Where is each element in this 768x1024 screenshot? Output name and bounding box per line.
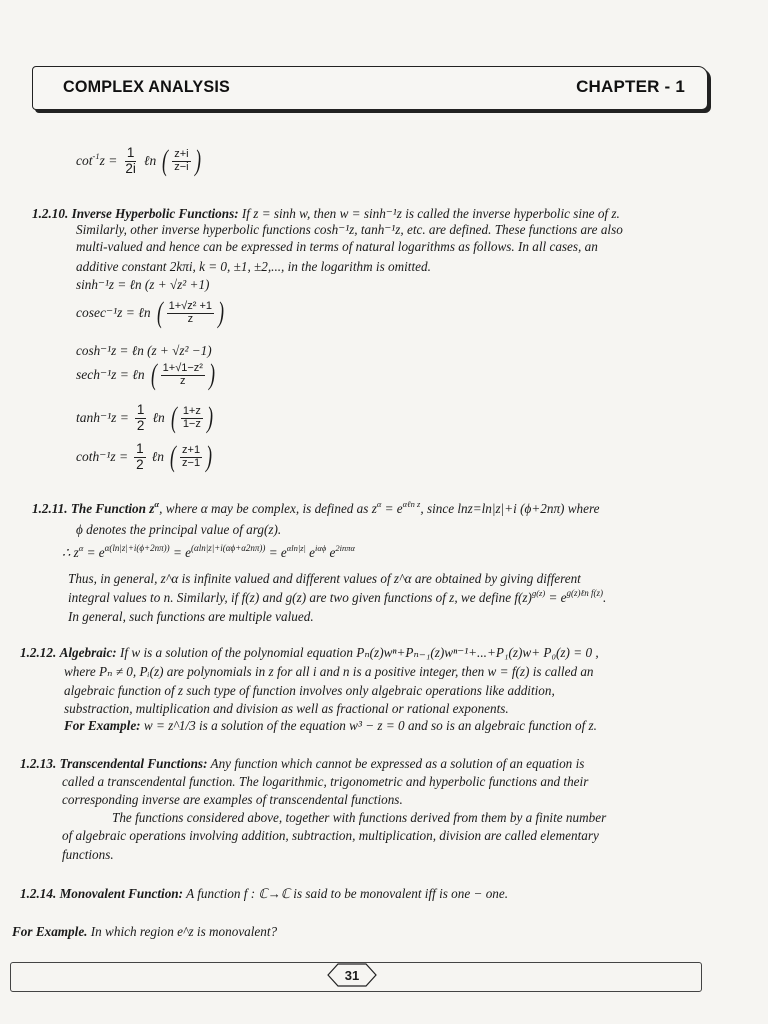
sec-1213-line2: called a transcendental function. The logarithmic, trigonometric and hyperbolic functions and their — [62, 774, 589, 789]
sec-1211-line4: Thus, in general, z^α is infinite valued and different values of z^α are obtained by giving different — [68, 571, 581, 586]
sec-1213-line6: functions. — [62, 847, 114, 862]
sec-1210-line4: additive constant 2kπi, k = 0, ±1, ±2,..., in the logarithm is omitted. — [76, 259, 431, 274]
sec-1212-line1: 1.2.12. Algebraic: If w is a solution of the polynomial equation Pₙ(z)wⁿ+Pₙ₋₁(z)wⁿ⁻¹+...+P₁(z)w+ P₀(z) = 0 , — [20, 645, 599, 660]
eq-inverse-cosec: cosec⁻¹z = ℓn ( $\frac{\text{1+√z² +1}}{z}$ ) — [76, 296, 224, 329]
sec-1211-line1: 1.2.11. The Function $z^\alpha$, where α may be complex, is defined as $z^\alpha = e^{\alpha\ell n z}$, since lnz=ln|z|+i (ϕ+2nπ) where — [32, 499, 600, 516]
sec-1210-line1: 1.2.10. Inverse Hyperbolic Functions: If z = sinh w, then w = sinh⁻¹z is called the inverse hyperbolic sine of z. — [32, 206, 620, 221]
eq-inverse-coth: coth⁻¹z = $\frac{1}{2}$ ℓn ( $\frac{z+1}{z-1}$ ) — [76, 440, 213, 473]
eq-inverse-cosh: cosh⁻¹z = ℓn (z + √z² −1) — [76, 343, 212, 358]
eq-inverse-sinh: sinh⁻¹z = ℓn (z + √z² +1) — [76, 277, 210, 292]
eq-inverse-tanh: tanh⁻¹z = $\frac{1}{2}$ ℓn ( $\frac{1+z}{1-z}$ ) — [76, 401, 213, 434]
example-question: For Example. In which region e^z is monovalent? — [12, 924, 278, 939]
sec-1213-line1: 1.2.13. Transcendental Functions: Any function which cannot be expressed as a solution of an equation is — [20, 756, 585, 771]
sec-1212-example: For Example: w = z^1/3 is a solution of the equation w³ − z = 0 and so is an algebraic function of z. — [64, 718, 597, 733]
sec-1213-line5: of algebraic operations involving addition, subtraction, multiplication, division are called elementary — [62, 828, 599, 843]
chapter-header — [32, 66, 708, 110]
sec-1211-line2: ϕ denotes the principal value of arg(z). — [76, 522, 282, 537]
sec-1213-line3: corresponding inverse are examples of transcendental functions. — [62, 792, 403, 807]
page-number: 31 — [326, 962, 378, 988]
subject-title: COMPLEX ANALYSIS — [63, 77, 230, 96]
sec-1210-line2: Similarly, other inverse hyperbolic functions cosh⁻¹z, tanh⁻¹z, etc. are defined. These functions are also — [76, 222, 623, 237]
eq-inverse-cot: $\cot^{-1}z$ = $\frac{1}{2i}$ ℓn ( $\frac{z+i}{z-i}$ ) — [76, 144, 201, 177]
sec-1212-line3: algebraic function of z such type of function involves only algebraic operations like addition, — [64, 683, 555, 698]
sec-1211-line5: integral values to n. Similarly, if f(z) and g(z) are two given functions of z, we define $f(z)^{g(z)} = e^{g(z)\ell n f(z)}$. — [68, 588, 607, 605]
sec-1212-line4: substraction, multiplication and division as well as fractional or rational exponents. — [64, 701, 509, 716]
chapter-label: CHAPTER - 1 — [576, 77, 685, 96]
sec-1214-line1: 1.2.14. Monovalent Function: A function f : ℂ→ℂ is said to be monovalent iff is one − one. — [20, 886, 509, 901]
sec-1212-line2: where Pₙ ≠ 0, Pᵢ(z) are polynomials in z for all i and n is a positive integer, then w = f(z) is called an — [64, 664, 594, 679]
sec-1210-line3: multi-valued and hence can be expressed in terms of natural logarithms as follows. In all cases, an — [76, 239, 598, 254]
sec-1211-line3: ∴ $z^\alpha = e^{\alpha(ln|z|+i(\phi+2n\pi))} = e^{(\alpha ln|z|+i(\alpha\phi+\alpha 2n\pi))} = e^{\alpha ln|z|}$ $e^{i\alpha\phi}$ $e^{2in\pi\alpha}$ — [62, 543, 355, 560]
sec-1211-line6: In general, such functions are multiple valued. — [68, 609, 314, 624]
sec-1213-line4: The functions considered above, together with functions derived from them by a finite number — [112, 810, 607, 825]
eq-inverse-sech: sech⁻¹z = ℓn ( $\frac{\text{1+√1−z²}}{z}$ ) — [76, 358, 215, 391]
